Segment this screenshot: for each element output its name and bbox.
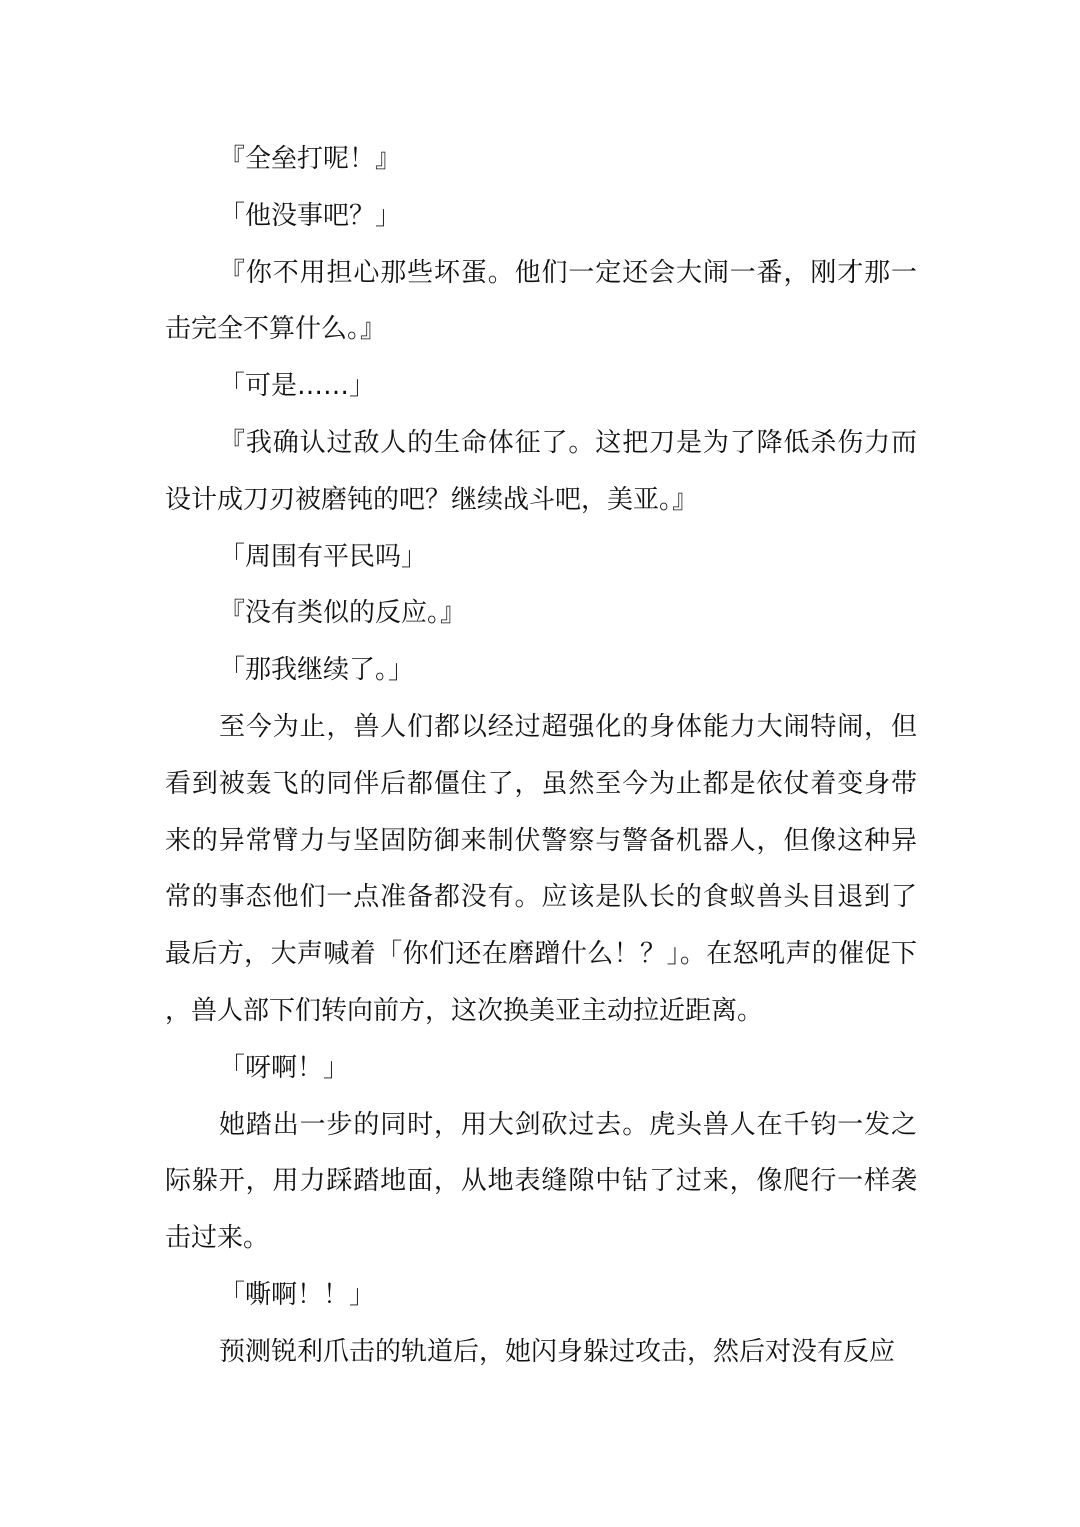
paragraph: 「周围有平民吗」 (219, 541, 428, 572)
text-body (165, 131, 917, 1381)
paragraph: 她踏出一步的同时，用大剑砍过去。虎头兽人在千钧一发之际躲开，用力踩踏地面，从地表缝隙中钻了过来，像爬行一样袭击过来。 (165, 1109, 917, 1254)
paragraph: 『没有类似的反应。』 (219, 598, 467, 629)
paragraph: 「他没事吧？」 (219, 200, 402, 231)
paragraph: 「嘶啊！！」 (219, 1279, 376, 1310)
paragraph: 预测锐利爪击的轨道后，她闪身躲过攻击，然后对没有反应 (219, 1336, 896, 1367)
paragraph: 「呀啊！」 (219, 1052, 350, 1083)
paragraph: 至今为止，兽人们都以经过超强化的身体能力大闹特闹，但看到被轰飞的同伴后都僵住了，虽然至今为止都是依仗着变身带来的异常臂力与坚固防御来制伏警察与警备机器人，但像这种异常的事态他们一点准备都没有。应该是队长的食蚁兽头目退到了最后方，大声喊着「你们还在磨蹭什么！？」。在怒吼声的催促下，兽人部下们转向前方，这次换美亚主动拉近距离。 (165, 711, 917, 1026)
paragraph: 『全垒打呢！』 (219, 144, 402, 174)
paragraph: 「可是……」 (219, 371, 376, 402)
paragraph: 「那我继续了。」 (219, 655, 415, 686)
paragraph: 『你不用担心那些坏蛋。他们一定还会大闹一番，刚才那一击完全不算什么。』 (165, 257, 917, 345)
paragraph: 『我确认过敌人的生命体征了。这把刀是为了降低杀伤力而设计成刀刃被磨钝的吧？继续战斗吧，美亚。』 (165, 427, 917, 515)
